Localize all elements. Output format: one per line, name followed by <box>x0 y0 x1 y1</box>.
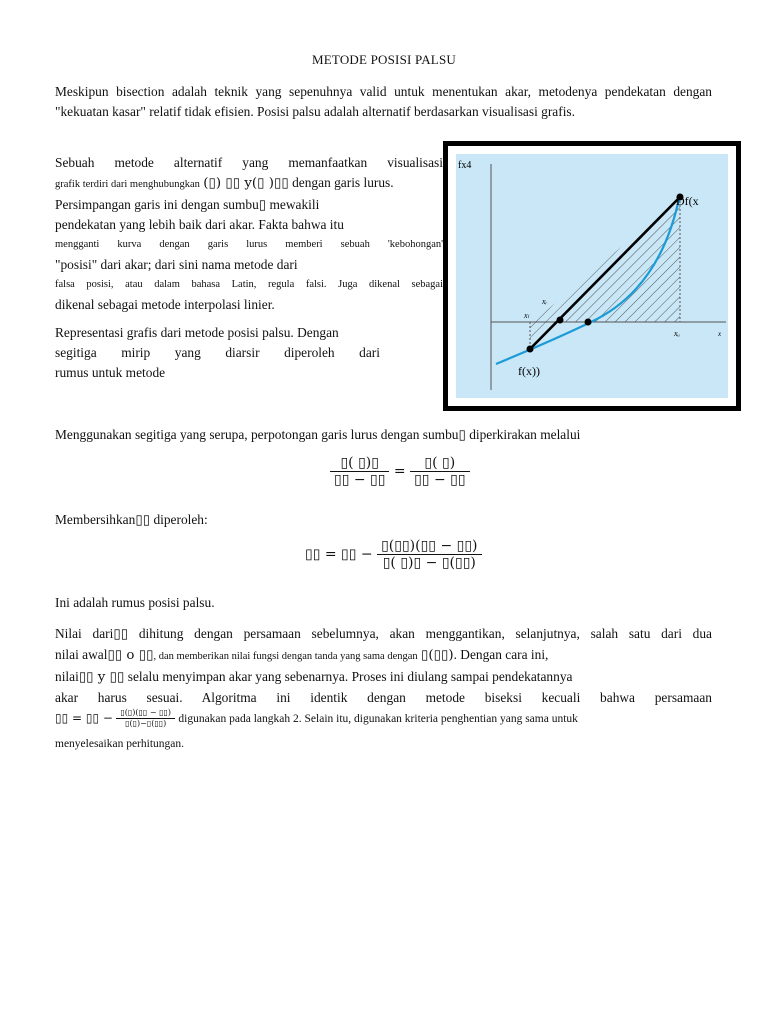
eq2-fraction <box>377 538 481 571</box>
equation-false-position <box>305 538 565 571</box>
nilai-l3-var: ▯▯ y ▯▯ <box>78 670 125 685</box>
eq1-right-num: ▯( ▯) <box>410 455 469 472</box>
curve-top-label: Df(x <box>676 194 699 208</box>
wrap-line-5: mengganti kurva dengan garis lurus memberi sebuah 'kebohongan' <box>55 239 443 250</box>
wrap-line-4: pendekatan yang lebih baik dari akar. Fakta bahwa itu <box>55 217 344 232</box>
figure-plot-area <box>456 154 728 398</box>
wrap-line-6: "posisi" dari akar; dari sini nama metode dari <box>55 257 298 272</box>
nilai-l2-b: . Dengan cara ini, <box>453 647 549 662</box>
clearing-text <box>55 510 712 531</box>
nilai-line-4: akar harus sesuai. Algoritma ini identik dengan metode biseksi kecuali bahwa persamaan <box>55 690 712 705</box>
nilai-l1-var: ▯▯ <box>113 627 129 642</box>
nilai-l5-den: ▯(▯)−▯(▯▯) <box>125 719 167 729</box>
page-title: METODE POSISI PALSU <box>312 52 456 67</box>
xl-label: xₗ <box>524 311 529 320</box>
wrap-line-2-text: grafik terdiri dari menghubungkan <box>55 179 200 190</box>
caption-line-3: rumus untuk metode <box>55 365 166 380</box>
wrap-paragraph <box>55 153 443 315</box>
wrap-line-1: Sebuah metode alternatif yang memanfaatkan visualisasi <box>55 155 443 170</box>
eq1-equals: = <box>393 463 406 480</box>
nilai-l5-num: ▯(▯)(▯▯ − ▯▯) <box>116 708 175 719</box>
x-axis-label: x <box>718 330 722 338</box>
eq2-num: ▯(▯▯)(▯▯ − ▯▯) <box>377 538 481 555</box>
nilai-l5-lhs: ▯▯ = ▯▯ − <box>55 711 113 725</box>
nilai-l3-a: nilai <box>55 669 79 684</box>
false-position-figure <box>443 141 741 411</box>
nilai-l2-a: nilai awal <box>55 647 108 662</box>
curve-bottom-label: f(x)) <box>518 364 540 378</box>
eq1-left-fraction <box>330 455 389 488</box>
caption-line-1: Representasi grafis dari metode posisi palsu. Dengan <box>55 325 339 340</box>
wrap-line-3: Persimpangan garis ini dengan sumbu▯ mewakili <box>55 197 320 212</box>
figure-caption <box>55 323 380 383</box>
intro-paragraph: Meskipun bisection adalah teknik yang sepenuhnya valid untuk menentukan akar, metodenya pendekatan dengan "kekuatan kasar" relatif tidak efisien. Posisi palsu adalah alternatif berdasarkan visualisasi grafis. <box>55 84 712 119</box>
eq2-den: ▯( ▯)▯ − ▯(▯▯) <box>382 555 476 571</box>
wrap-line-2 <box>55 173 443 195</box>
eq2-lhs: ▯▯ = ▯▯ − <box>305 546 373 563</box>
nilai-line-1 <box>55 624 712 645</box>
eq1-right-fraction <box>410 455 469 488</box>
point-xl <box>527 346 534 353</box>
clearing-text-1: Membersihkan <box>55 512 136 527</box>
xu-label: xᵤ <box>674 329 680 338</box>
eq1-left-num: ▯( ▯)▯ <box>330 455 389 472</box>
point-xr <box>557 317 564 324</box>
nilai-l2-fn: ▯(▯▯) <box>421 648 454 663</box>
formula-statement: Ini adalah rumus posisi palsu. <box>55 595 215 610</box>
wrap-line-8: dikenal sebagai metode interpolasi linier. <box>55 297 275 312</box>
nilai-line-3 <box>55 667 712 688</box>
nilai-l5-text: digunakan pada langkah 2. Selain itu, digunakan kriteria penghentian yang sama untuk <box>178 713 578 725</box>
figure-svg <box>456 154 728 398</box>
wrap-line-2-end: dengan garis lurus. <box>292 175 394 190</box>
xr-label: xᵣ <box>542 297 548 306</box>
nilai-line-5 <box>55 708 712 734</box>
nilai-line-6: menyelesaikan perhitungan. <box>55 738 185 750</box>
eq1-right-den: ▯▯ − ▯▯ <box>414 472 466 488</box>
equation-similar-triangles <box>330 455 530 488</box>
wrap-inline-math: (▯) ▯▯ y(▯ )▯▯ <box>203 176 289 191</box>
nilai-l2-small: , dan memberikan nilai fungsi dengan tanda yang sama dengan <box>153 651 418 662</box>
caption-line-2: segitiga mirip yang diarsir diperoleh dari <box>55 345 380 360</box>
clearing-var: ▯▯ <box>135 513 151 528</box>
nilai-l3-b: selalu menyimpan akar yang sebenarnya. Proses ini diulang sampai pendekatannya <box>127 669 573 684</box>
wrap-line-7: falsa posisi, atau dalam bahasa Latin, regula falsi. Juga dikenal sebagai <box>55 279 443 290</box>
point-root <box>585 319 592 326</box>
nilai-paragraph <box>55 624 712 754</box>
clearing-text-2: diperoleh: <box>153 512 208 527</box>
nilai-l2-var: ▯▯ o ▯▯ <box>107 648 154 663</box>
y-axis-label: fx4 <box>458 160 472 171</box>
nilai-l1-b: dihitung dengan persamaan sebelumnya, akan menggantikan, selanjutnya, salah satu dari dua <box>138 626 712 641</box>
nilai-l1-a: Nilai dari <box>55 626 114 641</box>
eq1-left-den: ▯▯ − ▯▯ <box>334 472 386 488</box>
nilai-line-2 <box>55 645 712 667</box>
using-triangles-text: Menggunakan segitiga yang serupa, perpotongan garis lurus dengan sumbu▯ diperkirakan melalui <box>55 427 581 442</box>
nilai-l5-fraction <box>116 708 175 729</box>
